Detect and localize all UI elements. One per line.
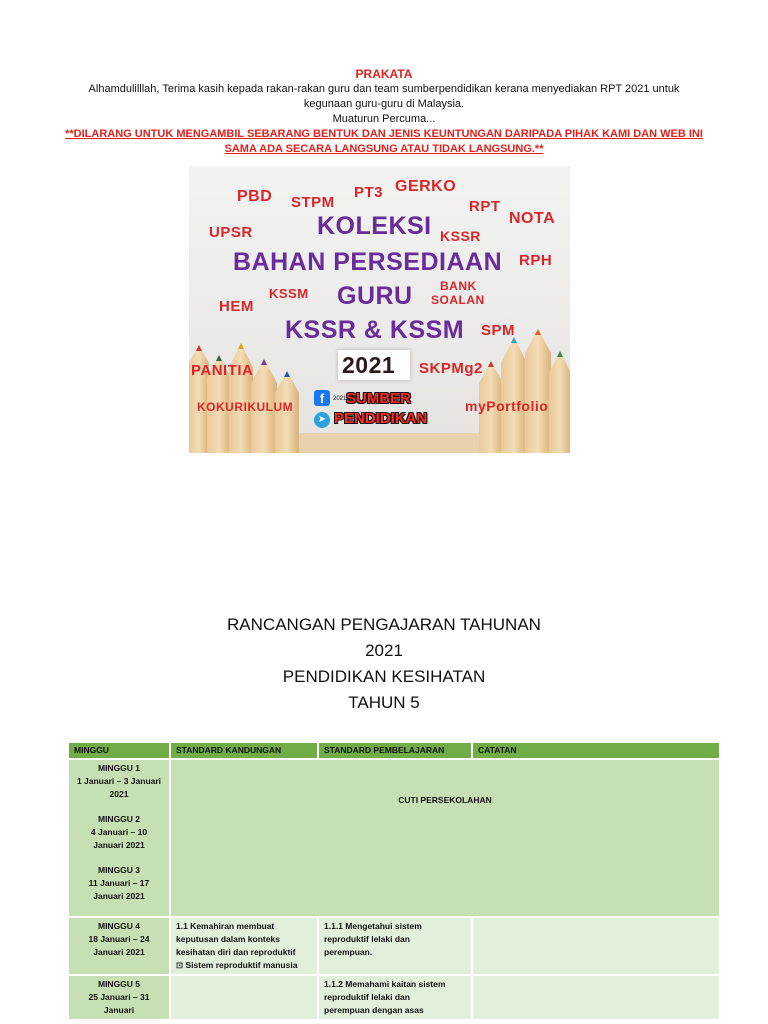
week-date: 18 Januari – 24 bbox=[88, 934, 150, 944]
week-date: 2021 bbox=[109, 789, 129, 799]
banner-word-soalan: SOALAN bbox=[431, 293, 485, 307]
standard-kandungan-cell bbox=[170, 917, 318, 975]
week-date: 4 Januari – 10 bbox=[90, 827, 148, 837]
banner-word-panitia: PANITIA bbox=[191, 362, 254, 379]
holiday-weeks-cell bbox=[68, 759, 170, 917]
header-catatan: CATATAN bbox=[472, 742, 720, 759]
banner-word-gerko: GERKO bbox=[395, 178, 457, 195]
week-date: 25 Januari – 31 bbox=[88, 992, 150, 1002]
banner-word-stpm: STPM bbox=[291, 194, 335, 211]
preface-line-3: Muaturun Percuma... bbox=[332, 113, 436, 125]
week-cell bbox=[68, 975, 170, 1020]
banner-word-upsr: UPSR bbox=[209, 224, 253, 241]
table-row bbox=[68, 917, 720, 975]
sp-line: reproduktif lelaki dan bbox=[324, 992, 410, 1002]
sp-line: 1.1.2 Memahami kaitan sistem bbox=[324, 979, 446, 989]
week-block bbox=[74, 762, 164, 801]
promo-banner bbox=[189, 166, 570, 453]
week-date: 1 Januari – 3 Januari bbox=[76, 776, 162, 786]
holiday-note-cell bbox=[170, 759, 720, 917]
catatan-cell bbox=[472, 975, 720, 1020]
week-block bbox=[74, 864, 164, 903]
banner-word-rph: RPH bbox=[519, 252, 553, 269]
banner-year: 2021 bbox=[342, 352, 396, 378]
social-badge bbox=[314, 388, 444, 432]
telegram-icon: ➤ bbox=[314, 412, 330, 428]
doc-title-line-3: PENDIDIKAN KESIHATAN bbox=[282, 667, 486, 686]
doc-title-line-1: RANCANGAN PENGAJARAN TAHUNAN bbox=[227, 615, 541, 634]
sk-line: ⊡ Sistem reproduktif manusia bbox=[176, 960, 298, 970]
banner-headline-guru: GURU bbox=[337, 282, 413, 310]
week-label: MINGGU 3 bbox=[97, 865, 141, 875]
warning-line-2: SAMA ADA SECARA LANGSUNG ATAU TIDAK LANGSUNG.** bbox=[224, 143, 544, 155]
social-text-pendidikan: PENDIDIKAN bbox=[334, 410, 428, 427]
standard-pembelajaran-cell bbox=[318, 975, 472, 1020]
banner-headline-bahan: BAHAN PERSEDIAAN bbox=[233, 248, 503, 276]
header-minggu: MINGGU bbox=[68, 742, 170, 759]
week-date: 11 Januari – 17 bbox=[88, 878, 150, 888]
banner-year-box bbox=[338, 350, 410, 380]
banner-word-hem: HEM bbox=[219, 298, 254, 315]
week-date: Januari 2021 bbox=[93, 947, 145, 957]
week-label: MINGGU 1 bbox=[97, 763, 141, 773]
sp-line: reproduktif lelaki dan bbox=[324, 934, 410, 944]
sp-line: perempuan. bbox=[324, 947, 373, 957]
doc-title-line-2: 2021 bbox=[365, 641, 403, 660]
social-text-sumber: SUMBER bbox=[346, 390, 412, 407]
holiday-note: CUTI PERSEKOLAHAN bbox=[398, 795, 492, 805]
banner-word-myportfolio: myPortfolio bbox=[465, 398, 549, 414]
week-date: Januari 2021 bbox=[93, 840, 145, 850]
warning-line-1: **DILARANG UNTUK MENGAMBIL SEBARANG BENTUK DAN JENIS KEUNTUNGAN DARIPADA PIHAK KAMI DAN WEB INI bbox=[65, 128, 703, 140]
week-label: MINGGU 2 bbox=[97, 814, 141, 824]
catatan-cell bbox=[472, 917, 720, 975]
banner-word-nota: NOTA bbox=[509, 210, 556, 227]
header-standard-pembelajaran: STANDARD PEMBELAJARAN bbox=[318, 742, 472, 759]
sp-line: perempuan dengan asas bbox=[324, 1005, 424, 1015]
preface-title: PRAKATA bbox=[355, 67, 413, 81]
week-block bbox=[74, 813, 164, 852]
week-date: Januari bbox=[103, 1005, 135, 1015]
sk-line: kesihatan diri dan reproduktif bbox=[176, 947, 296, 957]
preface bbox=[40, 66, 728, 157]
sp-line: 1.1.1 Mengetahui sistem bbox=[324, 921, 422, 931]
social-tag: 2021 bbox=[333, 396, 347, 402]
standard-pembelajaran-cell bbox=[318, 917, 472, 975]
week-date: Januari 2021 bbox=[93, 891, 145, 901]
sk-line: 1.1 Kemahiran membuat bbox=[176, 921, 275, 931]
week-cell bbox=[68, 917, 170, 975]
table-header-row bbox=[68, 742, 720, 759]
header-standard-kandungan: STANDARD KANDUNGAN bbox=[170, 742, 318, 759]
banner-word-pbd: PBD bbox=[237, 188, 273, 205]
banner-headline-koleksi: KOLEKSI bbox=[317, 212, 432, 240]
facebook-icon: f bbox=[314, 390, 330, 406]
banner-word-spm: SPM bbox=[481, 322, 516, 339]
preface-line-1: Alhamdulilllah, Terima kasih kepada rakan-rakan guru dan team sumberpendidikan kerana menyediakan RPT 2021 untuk bbox=[88, 83, 680, 95]
banner-word-rpt: RPT bbox=[469, 198, 501, 215]
banner-headline-kssr-kssm: KSSR & KSSM bbox=[285, 316, 465, 344]
document-title bbox=[140, 612, 628, 716]
table-row bbox=[68, 759, 720, 917]
table-row bbox=[68, 975, 720, 1020]
doc-title-line-4: TAHUN 5 bbox=[348, 693, 420, 712]
banner-word-kssm: KSSM bbox=[269, 286, 309, 301]
week-label: MINGGU 5 bbox=[97, 979, 141, 989]
preface-line-2: kegunaan guru-guru di Malaysia. bbox=[303, 98, 465, 110]
banner-word-pt3: PT3 bbox=[354, 184, 384, 201]
standard-kandungan-cell bbox=[170, 975, 318, 1020]
banner-word-kokurikulum: KOKURIKULUM bbox=[197, 400, 294, 414]
banner-word-bank: BANK bbox=[440, 279, 477, 293]
week-label: MINGGU 4 bbox=[97, 921, 141, 931]
banner-word-skpmg2: SKPMg2 bbox=[419, 360, 483, 377]
banner-word-kssr: KSSR bbox=[440, 228, 481, 244]
lesson-plan-table bbox=[67, 741, 721, 1021]
sk-line: keputusan dalam konteks bbox=[176, 934, 280, 944]
